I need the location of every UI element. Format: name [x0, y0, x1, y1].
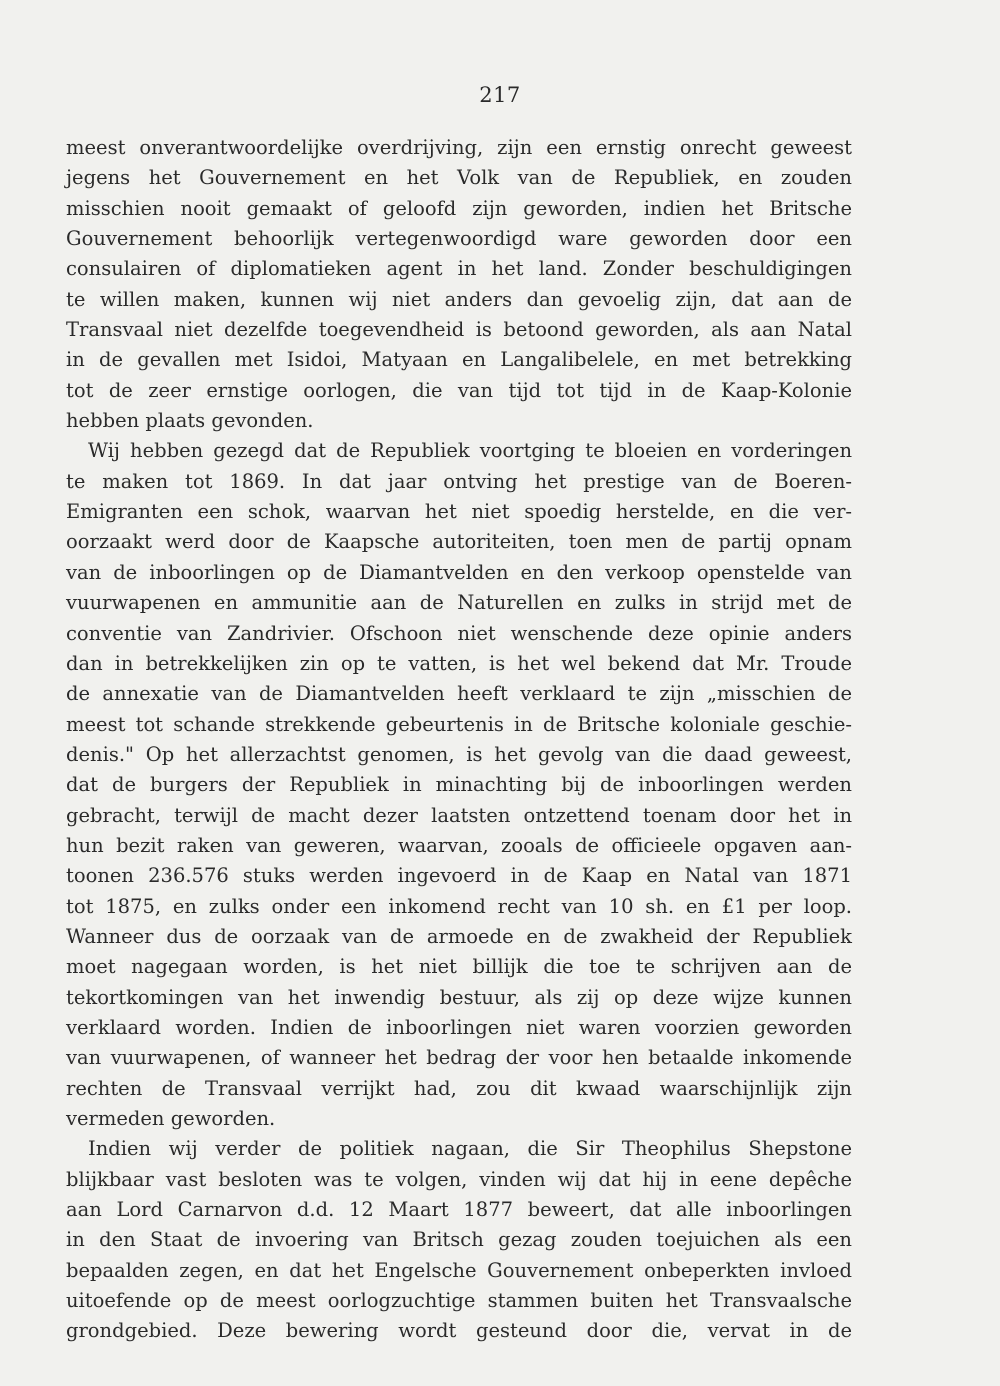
- text-line: verklaard worden. Indien de inboorlingen niet waren voorzien geworden: [66, 1015, 852, 1039]
- text-line: aan Lord Carnarvon d.d. 12 Maart 1877 beweert, dat alle inboorlingen: [66, 1198, 852, 1222]
- text-line: meest onverantwoordelijke overdrijving, zijn een ernstig onrecht geweest: [66, 136, 852, 159]
- text-line: hun bezit raken van geweren, waarvan, zooals de officieele opgaven aan-: [66, 833, 852, 857]
- text-line: dan in betrekkelijken zin op te vatten, is het wel bekend dat Mr. Troude: [66, 651, 852, 675]
- text-line: blijkbaar vast besloten was te volgen, vinden wij dat hij in eene depêche: [66, 1167, 852, 1191]
- text-line: Transvaal niet dezelfde toegevendheid is betoond geworden, als aan Natal: [66, 318, 852, 342]
- text-line: jegens het Gouvernement en het Volk van de Republiek, en zouden: [66, 166, 852, 190]
- text-line: denis." Op het allerzachtst genomen, is het gevolg van die daad geweest,: [66, 742, 852, 766]
- text-line: Wanneer dus de oorzaak van de armoede en de zwakheid der Republiek: [66, 924, 852, 948]
- text-line: van de inboorlingen op de Diamantvelden en den verkoop openstelde van: [66, 560, 852, 584]
- text-line: grondgebied. Deze bewering wordt gesteund door die, vervat in de: [66, 1319, 852, 1343]
- text-line: Emigranten een schok, waarvan het niet spoedig herstelde, en die ver-: [66, 500, 852, 524]
- text-line: tot 1875, en zulks onder een inkomend recht van 10 sh. en £1 per loop.: [66, 894, 852, 918]
- text-line: dat de burgers der Republiek in minachting bij de inboorlingen werden: [66, 773, 852, 797]
- text-line: uitoefende op de meest oorlogzuchtige stammen buiten het Transvaalsche: [66, 1289, 852, 1313]
- text-line: vermeden geworden.: [66, 1107, 276, 1130]
- text-line: oorzaakt werd door de Kaapsche autoriteiten, toen men de partij opnam: [66, 530, 852, 554]
- text-line: tekortkomingen van het inwendig bestuur, als zij op deze wijze kunnen: [66, 985, 852, 1009]
- text-line: in den Staat de invoering van Britsch gezag zouden toejuichen als een: [66, 1228, 852, 1252]
- text-line: tot de zeer ernstige oorlogen, die van tijd tot tijd in de Kaap-Kolonie: [66, 378, 852, 402]
- text-line: vuurwapenen en ammunitie aan de Naturellen en zulks in strijd met de: [66, 591, 852, 615]
- text-line: toonen 236.576 stuks werden ingevoerd in de Kaap en Natal van 1871: [66, 864, 852, 888]
- text-line: Indien wij verder de politiek nagaan, die Sir Theophilus Shepstone: [88, 1137, 852, 1161]
- text-line: moet nagegaan worden, is het niet billijk die toe te schrijven aan de: [66, 955, 852, 979]
- text-line: conventie van Zandrivier. Ofschoon niet wenschende deze opinie anders: [66, 621, 852, 645]
- text-line: Gouvernement behoorlijk vertegenwoordigd ware geworden door een: [66, 227, 852, 251]
- text-line: bepaalden zegen, en dat het Engelsche Gouvernement onbeperkten invloed: [66, 1258, 852, 1282]
- text-line: consulairen of diplomatieken agent in het land. Zonder beschuldigingen: [66, 257, 852, 281]
- text-line: Wij hebben gezegd dat de Republiek voortging te bloeien en vorderingen: [88, 439, 852, 463]
- text-line: meest tot schande strekkende gebeurtenis in de Britsche koloniale geschie-: [66, 712, 852, 736]
- text-line: in de gevallen met Isidoi, Matyaan en Langalibelele, en met betrekking: [66, 348, 852, 372]
- text-line: te maken tot 1869. In dat jaar ontving het prestige van de Boeren-: [66, 469, 852, 493]
- text-line: van vuurwapenen, of wanneer het bedrag der voor hen betaalde inkomende: [66, 1046, 852, 1070]
- page-number: 217: [479, 83, 521, 107]
- text-line: hebben plaats gevonden.: [66, 409, 314, 433]
- body-text: [66, 133, 852, 1347]
- text-line: te willen maken, kunnen wij niet anders dan gevoelig zijn, dat aan de: [66, 287, 852, 311]
- text-line: rechten de Transvaal verrijkt had, zou dit kwaad waarschijnlijk zijn: [66, 1076, 852, 1100]
- text-line: misschien nooit gemaakt of geloofd zijn geworden, indien het Britsche: [66, 196, 852, 220]
- text-line: gebracht, terwijl de macht dezer laatsten ontzettend toenam door het in: [66, 803, 852, 827]
- text-line: de annexatie van de Diamantvelden heeft verklaard te zijn „misschien de: [66, 682, 852, 706]
